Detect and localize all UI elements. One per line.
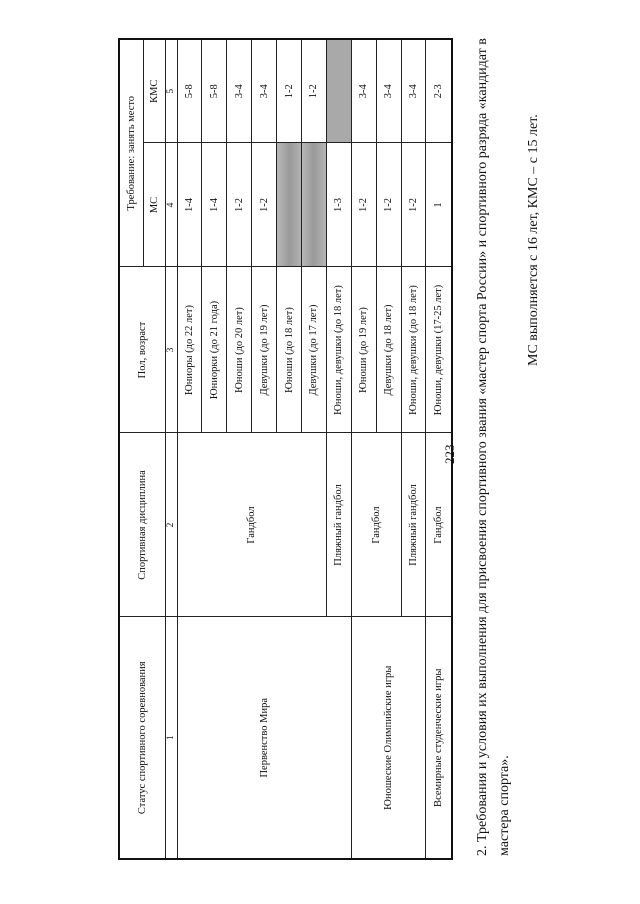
cell-ms: 1-2 — [376, 143, 401, 267]
cell-discipline: Пляжный гандбол — [326, 433, 351, 617]
cell-discipline: Гандбол — [426, 433, 452, 617]
cell-kms: 5-8 — [202, 39, 227, 143]
col-number: 5 — [165, 39, 177, 143]
cell-kms: 3-4 — [252, 39, 277, 143]
table-row — [177, 39, 202, 859]
cell-status: Первенство Мира — [177, 617, 351, 859]
col-number: 2 — [165, 433, 177, 617]
header-gender-age: Пол, возраст — [119, 267, 165, 433]
header-kms: КМС — [143, 39, 165, 143]
cell-kms: 1-2 — [277, 39, 302, 143]
cell-status: Юношеские Олимпийские игры — [351, 617, 426, 859]
cell-discipline: Гандбол — [177, 433, 326, 617]
cell-kms: 3-4 — [401, 39, 426, 143]
cell-age: Юниорки (до 21 года) — [202, 267, 227, 433]
cell-kms: 2-3 — [426, 39, 452, 143]
cell-kms: 3-4 — [376, 39, 401, 143]
cell-kms: 5-8 — [177, 39, 202, 143]
cell-ms: 1-4 — [202, 143, 227, 267]
cell-age: Девушки (до 18 лет) — [376, 267, 401, 433]
table-row — [426, 39, 452, 859]
cell-age: Девушки (до 17 лет) — [301, 267, 326, 433]
age-note: МС выполняется с 16 лет, КМС – с 15 лет. — [526, 114, 541, 366]
col-number: 4 — [165, 143, 177, 267]
cell-kms: 3-4 — [227, 39, 252, 143]
header-ms: МС — [143, 143, 165, 267]
cell-age: Юноши (до 18 лет) — [277, 267, 302, 433]
cell-ms-empty — [301, 143, 326, 267]
cell-age: Юноши, девушки (17-25 лет) — [426, 267, 452, 433]
header-requirement: Требование: занять место — [119, 39, 143, 267]
header-status: Статус спортивного соревнования — [119, 617, 165, 859]
cell-age: Юноши (до 20 лет) — [227, 267, 252, 433]
cell-ms: 1-2 — [351, 143, 376, 267]
cell-kms: 3-4 — [351, 39, 376, 143]
cell-age: Юниоры (до 22 лет) — [177, 267, 202, 433]
cell-discipline: Гандбол — [351, 433, 401, 617]
cell-ms-empty — [277, 143, 302, 267]
requirements-table — [118, 38, 453, 860]
cell-ms: 1-3 — [326, 143, 351, 267]
cell-age: Юноши (до 19 лет) — [351, 267, 376, 433]
cell-discipline: Пляжный гандбол — [401, 433, 426, 617]
header-discipline: Спортивная дисциплина — [119, 433, 165, 617]
cell-kms-empty — [326, 39, 351, 143]
cell-age: Девушки (до 19 лет) — [252, 267, 277, 433]
table-row — [351, 39, 376, 859]
cell-age: Юноши, девушки (до 18 лет) — [401, 267, 426, 433]
cell-status: Всемирные студенческие игры — [426, 617, 452, 859]
page-number: 223 — [442, 444, 457, 464]
col-number: 3 — [165, 267, 177, 433]
section-heading: 2. Требования и условия их выполнения для присвоения спортивного звания «мастер спорта России» и спортивного разряда «кандидат в мастера спорта». — [475, 38, 512, 856]
cell-ms: 1-2 — [401, 143, 426, 267]
cell-kms: 1-2 — [301, 39, 326, 143]
cell-ms: 1-2 — [227, 143, 252, 267]
cell-ms: 1-4 — [177, 143, 202, 267]
col-number: 1 — [165, 617, 177, 859]
cell-ms: 1-2 — [252, 143, 277, 267]
cell-age: Юноши, девушки (до 18 лет) — [326, 267, 351, 433]
cell-ms: 1 — [426, 143, 452, 267]
